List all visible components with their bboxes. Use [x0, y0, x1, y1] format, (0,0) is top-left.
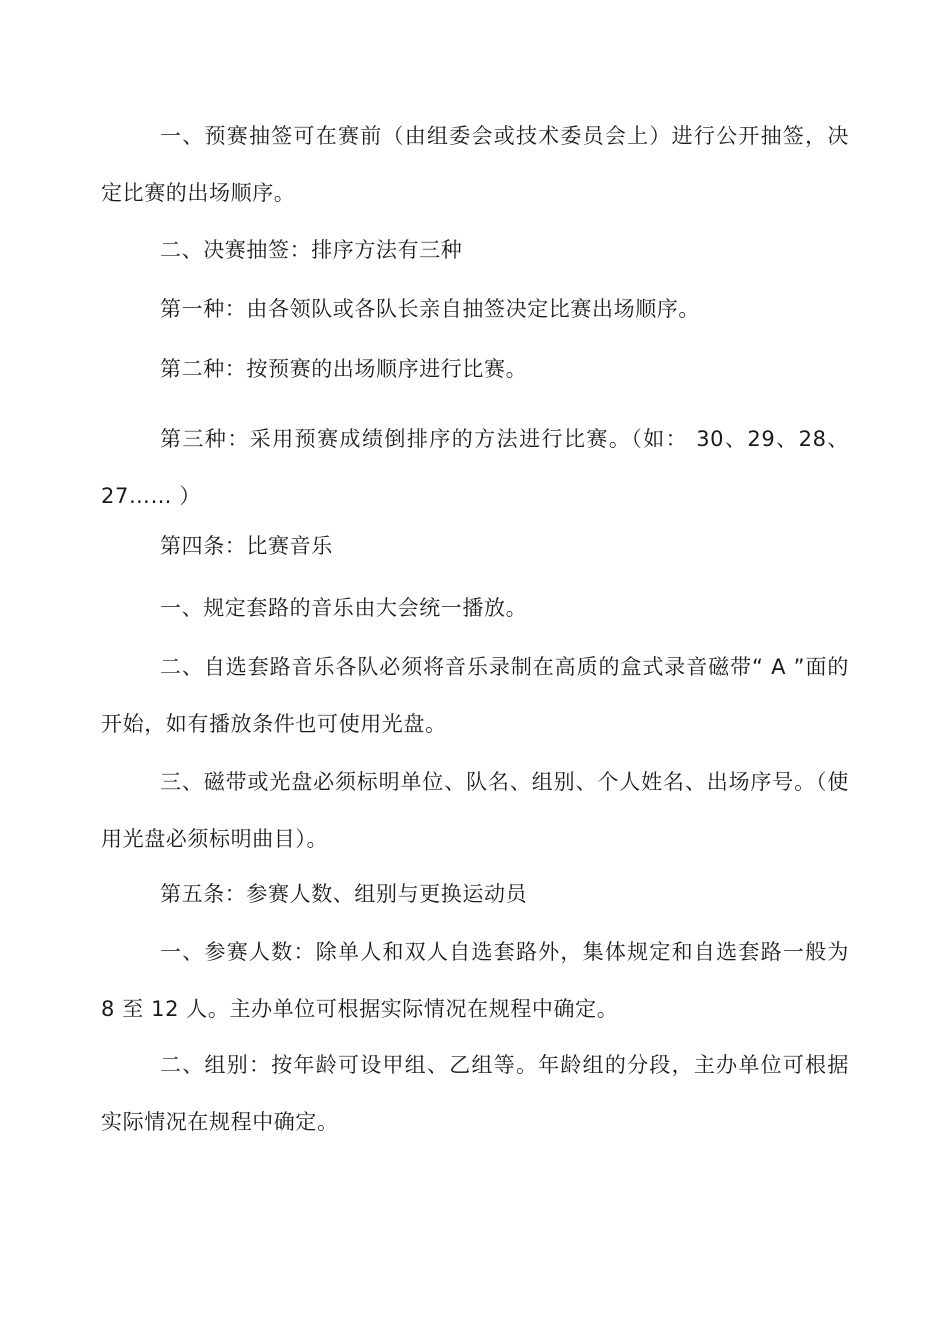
paragraph-age-groups: 二、组别：按年龄可设甲组、乙组等。年龄组的分段，主办单位可根据实际情况在规程中确定。 — [101, 1053, 849, 1134]
article-four-heading: 第四条：比赛音乐 — [160, 534, 333, 558]
paragraph-participant-count: 一、参赛人数：除单人和双人自选套路外，集体规定和自选套路一般为 8 至 12 人。主办单位可根据实际情况在规程中确定。 — [101, 940, 849, 1021]
article-five-heading: 第五条：参赛人数、组别与更换运动员 — [160, 882, 528, 906]
paragraph-method-one: 第一种：由各领队或各队长亲自抽签决定比赛出场顺序。 — [160, 297, 700, 321]
paragraph-preliminary-draw: 一、预赛抽签可在赛前（由组委会或技术委员会上）进行公开抽签，决定比赛的出场顺序。 — [101, 124, 849, 205]
paragraph-tape-labeling: 三、磁带或光盘必须标明单位、队名、组别、个人姓名、出场序号。（使用光盘必须标明曲目）。 — [101, 770, 849, 851]
paragraph-compulsory-music: 一、规定套路的音乐由大会统一播放。 — [160, 596, 528, 620]
paragraph-method-three: 第三种：采用预赛成绩倒排序的方法进行比赛。（如： 30、29、28、27…… ） — [101, 427, 849, 508]
paragraph-method-two: 第二种：按预赛的出场顺序进行比赛。 — [160, 357, 528, 381]
paragraph-optional-music: 二、自选套路音乐各队必须将音乐录制在高质的盒式录音磁带“ A ”面的开始，如有播放条件也可使用光盘。 — [101, 655, 849, 736]
paragraph-final-draw: 二、决赛抽签：排序方法有三种 — [160, 238, 463, 262]
